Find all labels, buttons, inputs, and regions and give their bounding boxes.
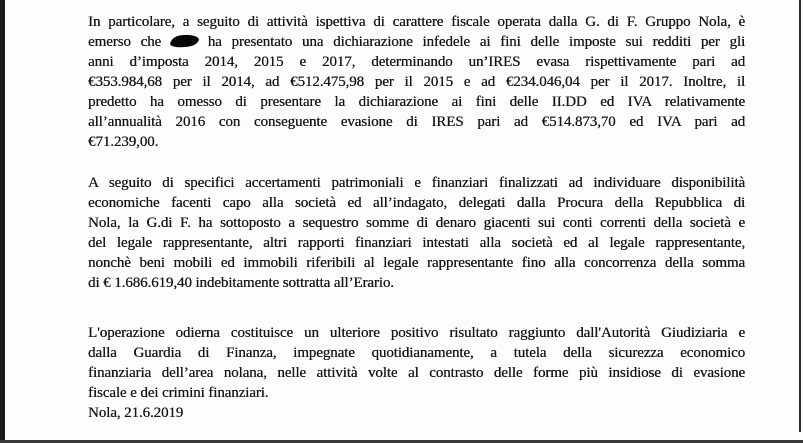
paragraph-tax-findings: [88, 12, 745, 152]
text-line: di € 1.686.619,40 indebitamente sottratta all’Erario.: [88, 275, 394, 291]
text-line: Nola, la G.di F. ha sottoposto a sequestro somme di denaro giacenti sui conti correnti della società e: [88, 215, 745, 231]
text-line: del legale rappresentante, altri rapporti finanziari intestati alla società ed al legale rappresentante,: [88, 235, 745, 251]
text-line: all’annualità 2016 con conseguente evasione di IRES pari ad €514.873,70 ed IVA pari ad: [88, 114, 745, 130]
text-line: nonchè beni mobili ed immobili riferibili al legale rappresentante fino alla concorrenza della somma: [88, 255, 745, 271]
text-segment: emerso che: [88, 34, 162, 50]
scan-right-border: [799, 0, 801, 432]
scan-left-border: [0, 0, 5, 443]
text-line: economiche facenti capo alla società ed all’indagato, delegati dalla Procura della Repubblica di: [88, 195, 745, 211]
text-line: anni d’imposta 2014, 2015 e 2017, determinando un’IRES evasa rispettivamente pari ad: [88, 54, 745, 70]
text-line: A seguito di specifici accertamenti patrimoniali e finanziari finalizzati ad individuare disponibilità: [88, 175, 745, 191]
text-line: L'operazione odierna costituisce un ulteriore positivo risultato raggiunto dall'Autorità Giudiziaria e: [88, 325, 745, 341]
text-line: €71.239,00.: [88, 134, 159, 150]
text-line: In particolare, a seguito di attività ispettiva di carattere fiscale operata dalla G. di F. Gruppo Nola, è: [88, 14, 745, 30]
text-line: [88, 32, 745, 52]
text-line: €353.984,68 per il 2014, ad €512.475,98 per il 2015 e ad €234.046,04 per il 2017. Inoltre, il: [88, 74, 745, 90]
text-segment: ha presentato una dichiarazione infedele ai fini delle imposte sui redditi per gli: [207, 34, 745, 50]
text-line: predetto ha omesso di presentare la dichiarazione ai fini delle II.DD ed IVA relativamente: [88, 94, 745, 110]
dateline: Nola, 21.6.2019: [88, 405, 184, 421]
redaction-mark: [171, 34, 199, 47]
text-line: fiscale e dei crimini finanziari.: [88, 385, 269, 401]
paragraph-conclusion: [88, 323, 745, 403]
paragraph-seizure: [88, 173, 745, 293]
text-line: finanziaria dell’area nolana, nelle attività volte al contrasto delle forme più insidiose di evasione: [88, 365, 745, 381]
text-line: dalla Guardia di Finanza, impegnate quotidianamente, a tutela della sicurezza economico: [88, 345, 745, 361]
